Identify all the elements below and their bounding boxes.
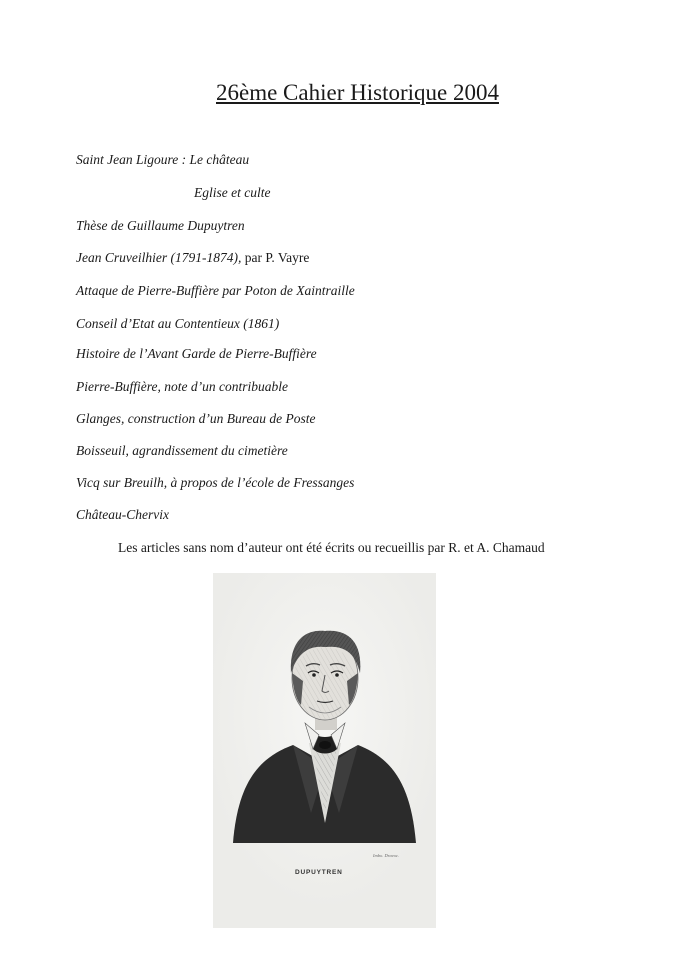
portrait-engraving	[213, 573, 436, 928]
toc-item: Pierre-Buffière, note d’un contribuable	[76, 379, 288, 394]
toc-item: Conseil d’Etat au Contentieux (1861)	[76, 316, 280, 331]
toc-item: Histoire de l’Avant Garde de Pierre-Buffière	[76, 346, 317, 361]
portrait-caption: DUPUYTREN	[295, 869, 343, 876]
printer-mark: Imbo. Dravoc.	[373, 853, 400, 858]
toc-item: Vicq sur Breuilh, à propos de l’école de Fressanges	[76, 475, 355, 490]
toc-item: Glanges, construction d’un Bureau de Poste	[76, 411, 316, 426]
toc-item: Eglise et culte	[194, 185, 271, 200]
toc-item: Château-Chervix	[76, 507, 169, 522]
toc-item: Saint Jean Ligoure : Le château	[76, 152, 250, 167]
author-credit: Les articles sans nom d’auteur ont été écrits ou recueillis par R. et A. Chamaud	[118, 540, 545, 555]
page-title: 26ème Cahier Historique 2004	[216, 80, 499, 105]
toc-item: Boisseuil, agrandissement du cimetière	[76, 443, 288, 458]
toc-item: Jean Cruveilhier (1791-1874), par P. Vayre	[76, 250, 310, 265]
toc-item: Attaque de Pierre-Buffière par Poton de Xaintraille	[76, 283, 355, 298]
toc-item: Thèse de Guillaume Dupuytren	[76, 218, 245, 233]
